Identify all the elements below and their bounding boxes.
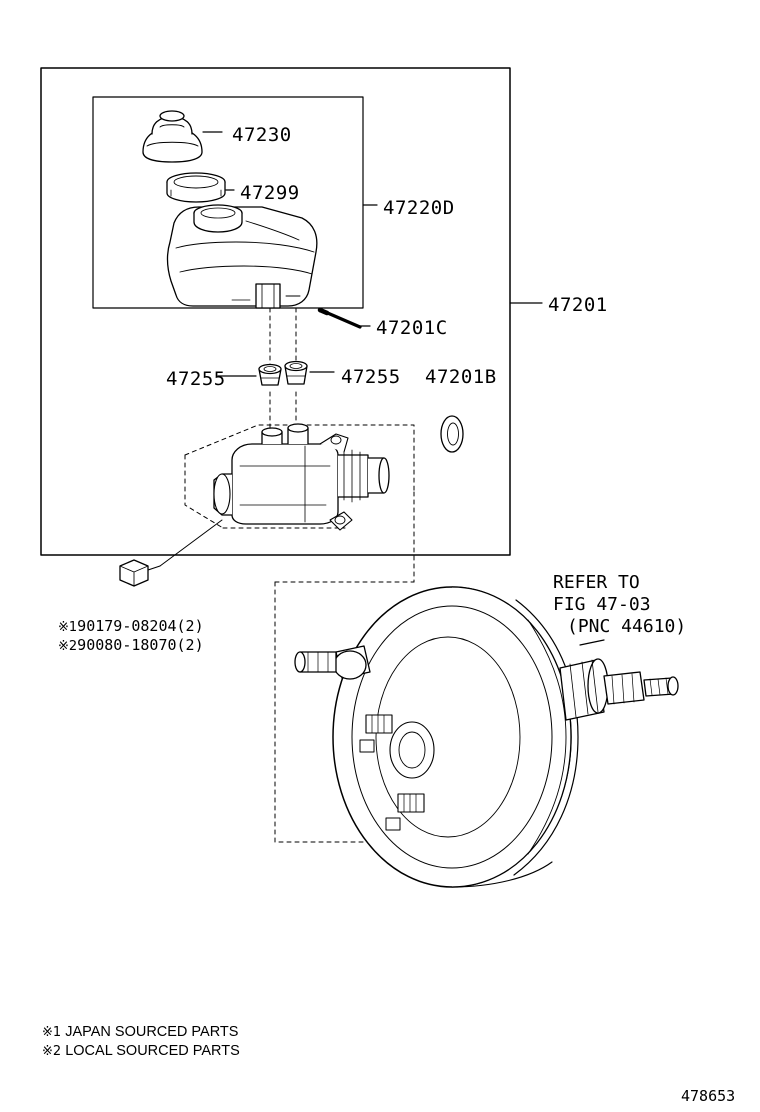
part-47201B-o-ring [441, 416, 463, 452]
note-marker-1: ※1 [58, 620, 78, 635]
callout-47220D: 47220D [383, 197, 455, 219]
booster-vacuum-port [295, 646, 370, 679]
note-marker-2: ※2 [58, 639, 78, 654]
part-47220D-reservoir [167, 205, 316, 308]
callout-47201: 47201 [548, 294, 608, 316]
legend-row-1 [42, 1024, 238, 1040]
legend-marker-1: ※1 [42, 1025, 62, 1040]
legend-text-2: LOCAL SOURCED PARTS [65, 1043, 240, 1059]
legend-row-2 [42, 1043, 240, 1059]
part-47255-grommet-right [285, 362, 307, 385]
part-note-1 [58, 617, 204, 635]
callout-47230: 47230 [232, 124, 292, 146]
part-47299-seal-ring [167, 173, 225, 202]
refer-line-1: REFER TO [553, 572, 640, 593]
note-text-1: 90179-08204(2) [77, 617, 204, 635]
legend-marker-2: ※2 [42, 1044, 62, 1059]
callout-47201B: 47201B [425, 366, 497, 388]
callout-47255-right: 47255 [341, 366, 401, 388]
leader-refer [580, 640, 604, 645]
callout-47201C: 47201C [376, 317, 448, 339]
figure-id: 478653 [681, 1087, 736, 1105]
refer-line-2: FIG 47-03 [553, 594, 651, 615]
callout-47299: 47299 [240, 182, 300, 204]
refer-line-3: (PNC 44610) [567, 616, 687, 637]
legend-text-1: JAPAN SOURCED PARTS [65, 1024, 239, 1040]
part-fastener-nut [120, 560, 160, 586]
refer-to-note [553, 572, 686, 638]
callout-47255-left: 47255 [166, 368, 226, 390]
part-note-2 [58, 636, 204, 654]
part-47255-grommet-left [259, 365, 281, 386]
note-text-2: 90080-18070(2) [77, 636, 204, 654]
booster-rear-rod [560, 659, 678, 720]
